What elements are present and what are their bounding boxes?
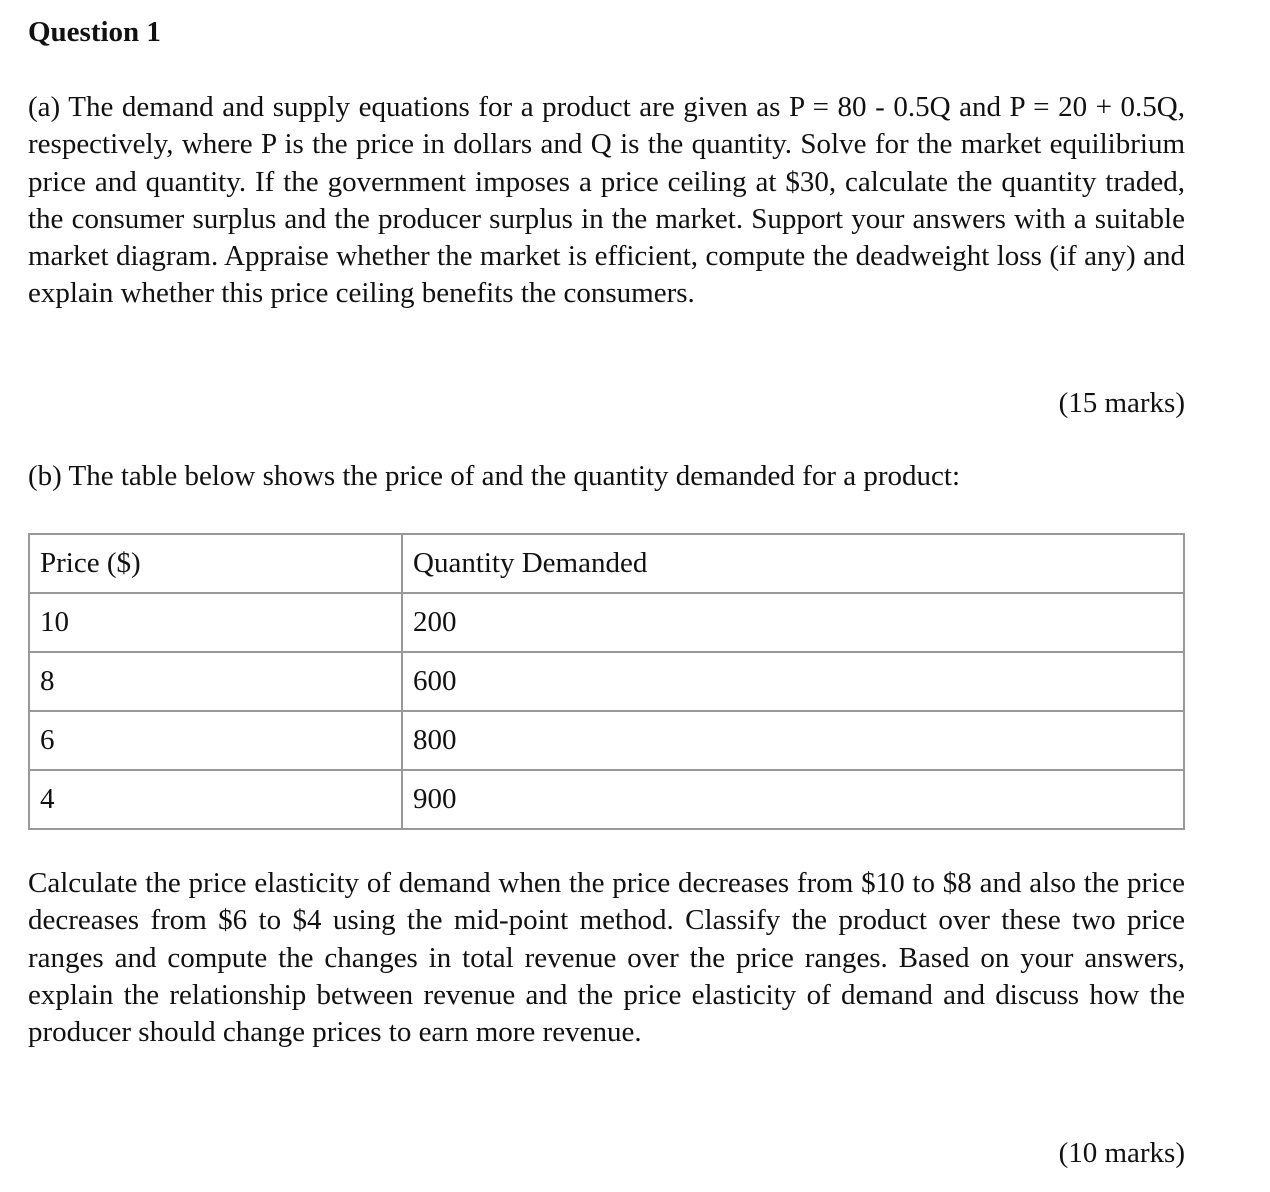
price-cell: 8 (29, 652, 402, 711)
quantity-cell: 600 (402, 652, 1184, 711)
table-row (29, 711, 1184, 770)
header-quantity: Quantity Demanded (402, 534, 1184, 593)
part-b-marks: (10 marks) (1058, 1137, 1185, 1169)
part-b-intro: (b) The table below shows the price of and the quantity demanded for a product: (28, 460, 961, 492)
table-row (29, 593, 1184, 652)
table-row (29, 652, 1184, 711)
quantity-cell: 800 (402, 711, 1184, 770)
table-row (29, 770, 1184, 829)
quantity-cell: 200 (402, 593, 1184, 652)
part-a-text: (a) The demand and supply equations for a product are given as P = 80 - 0.5Q and P = 20 + 0.5Q, respectively, where P is the price in dollars and Q is the quantity. Solve for the market equilibrium price and quantity. If the government imposes a price ceiling at $30, calculate the quantity traded, the consumer surplus and the producer surplus in the market. Support your answers with a suitable market diagram. Appraise whether the market is efficient, compute the deadweight loss (if any) and explain whether this price ceiling benefits the consumers. (28, 91, 1185, 310)
table-header-row (29, 534, 1184, 593)
price-cell: 10 (29, 593, 402, 652)
price-quantity-table (28, 533, 1185, 830)
price-cell: 4 (29, 770, 402, 829)
part-b-text: Calculate the price elasticity of demand when the price decreases from $10 to $8 and also the price decreases from $6 to $4 using the mid-point method. Classify the product over these two price ranges and compute the changes in total revenue over the price ranges. Based on your answers, explain the relationship between revenue and the price elasticity of demand and discuss how the producer should change prices to earn more revenue. (28, 867, 1185, 1049)
question-title: Question 1 (28, 16, 161, 48)
part-a-marks: (15 marks) (1058, 387, 1185, 419)
price-cell: 6 (29, 711, 402, 770)
quantity-cell: 900 (402, 770, 1184, 829)
header-price: Price ($) (29, 534, 402, 593)
